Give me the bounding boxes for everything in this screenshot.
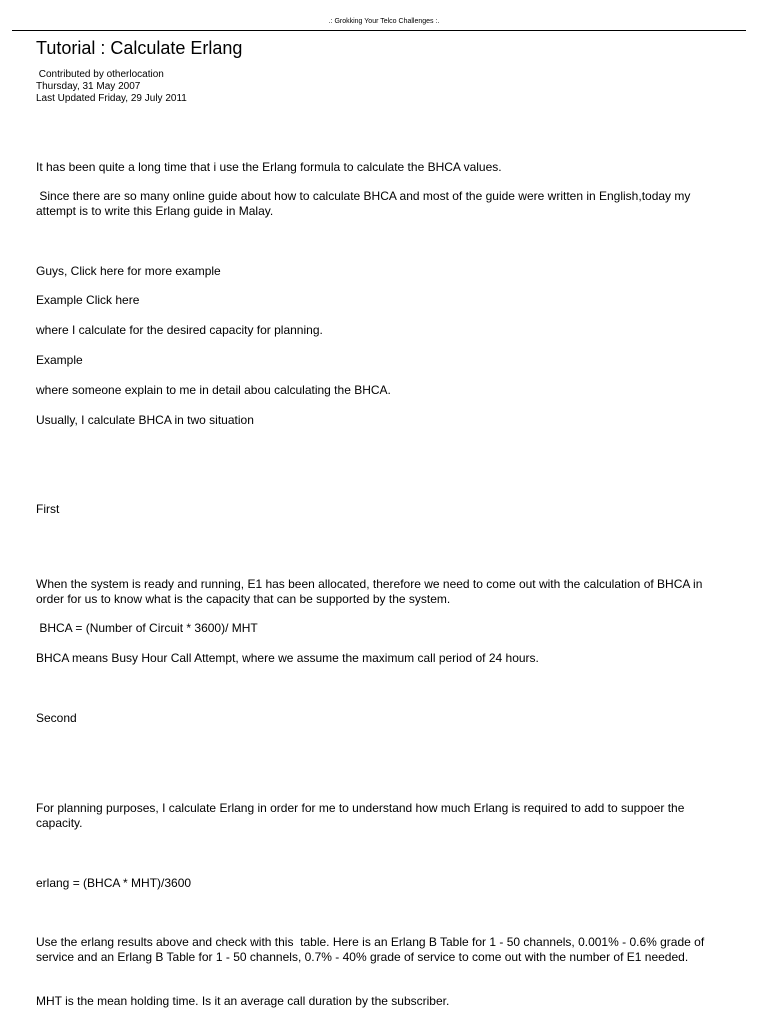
example-link-paragraph: Example Click here bbox=[36, 293, 140, 307]
article-author: Contributed by otherlocation bbox=[36, 69, 164, 80]
bhca-formula: BHCA = (Number of Circuit * 3600)/ MHT bbox=[36, 621, 258, 635]
erlang-formula: erlang = (BHCA * MHT)/3600 bbox=[36, 876, 192, 890]
site-tagline: .: Grokking Your Telco Challenges :. bbox=[328, 18, 440, 25]
section-second-heading: Second bbox=[36, 711, 77, 725]
guide-purpose-paragraph: Since there are so many online guide about how to calculate BHCA and most of the guide were written in English,today my attempt is to write this Erlang guide in Malay. bbox=[36, 189, 694, 218]
article-last-updated: Last Updated Friday, 29 July 2011 bbox=[36, 93, 187, 104]
article-title: Tutorial : Calculate Erlang bbox=[36, 38, 243, 58]
capacity-planning-paragraph: where I calculate for the desired capacity for planning. bbox=[36, 323, 323, 337]
two-situations-paragraph: Usually, I calculate BHCA in two situation bbox=[36, 413, 254, 427]
system-running-paragraph: When the system is ready and running, E1 has been allocated, therefore we need to come out with the calculation of BHCA in order for us to know what is the capacity that can be supported by the system. bbox=[36, 577, 703, 606]
section-first-heading: First bbox=[36, 502, 60, 516]
more-examples-paragraph: Guys, Click here for more example bbox=[36, 264, 221, 278]
bhca-definition-paragraph: BHCA means Busy Hour Call Attempt, where we assume the maximum call period of 24 hours. bbox=[36, 651, 539, 665]
article-date: Thursday, 31 May 2007 bbox=[36, 81, 141, 92]
mht-definition-paragraph: MHT is the mean holding time. Is it an average call duration by the subscriber. bbox=[36, 994, 450, 1008]
explanation-paragraph: where someone explain to me in detail abou calculating the BHCA. bbox=[36, 383, 391, 397]
planning-purposes-paragraph: For planning purposes, I calculate Erlang in order for me to understand how much Erlang is required to add to suppoer the capacity. bbox=[36, 801, 685, 830]
erlang-table-paragraph: Use the erlang results above and check with this table. Here is an Erlang B Table for 1 - 50 channels, 0.001% - 0.6% grade of service and an Erlang B Table for 1 - 50 channels, 0.7% - 40% grade of service to come out with the number of E1 needed. bbox=[36, 935, 708, 964]
example-label: Example bbox=[36, 353, 83, 367]
header-divider bbox=[12, 30, 746, 31]
intro-paragraph: It has been quite a long time that i use the Erlang formula to calculate the BHCA values. bbox=[36, 160, 502, 174]
